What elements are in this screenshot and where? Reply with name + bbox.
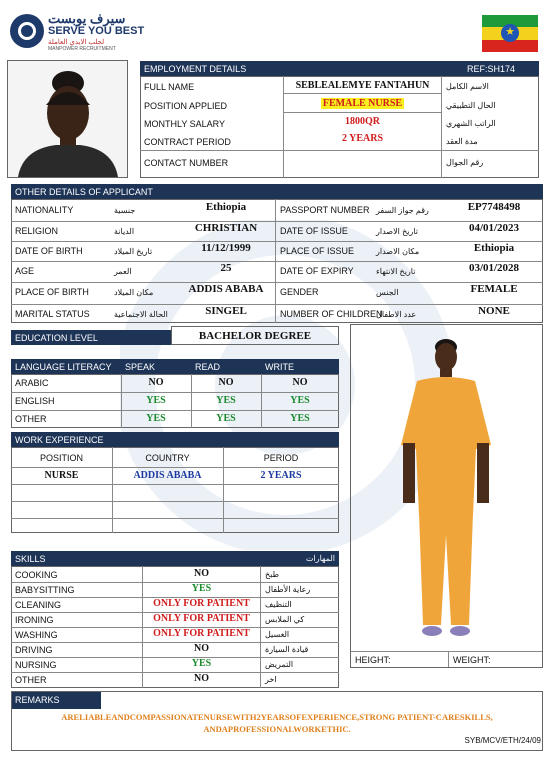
skill-name: COOKING (15, 569, 58, 580)
skill-value: NO (194, 673, 209, 684)
work-position: NURSE (44, 470, 79, 481)
skills-header-label: SKILLS (15, 553, 46, 564)
row-divider (11, 484, 339, 485)
contact-label: CONTACT NUMBER (144, 157, 229, 168)
other-right-ar: تاريخ الاصدار (376, 226, 419, 236)
row-divider (276, 282, 543, 283)
agency-tagline-en: MANPOWER RECRUITMENT (48, 46, 116, 52)
language-read-value: YES (216, 412, 236, 424)
contract-ar: مدة العقد (446, 137, 478, 146)
other-right-ar: الجنس (376, 287, 399, 297)
other-left-label: AGE (15, 266, 35, 276)
other-left-ar: مكان الميلاد (114, 287, 154, 297)
skill-name: BABYSITTING (15, 584, 75, 595)
full-name-label: FULL NAME (144, 81, 195, 92)
other-right-value: NONE (478, 305, 510, 317)
other-right-label: PLACE OF ISSUE (280, 246, 355, 256)
other-right-value: Ethiopia (473, 242, 515, 254)
skill-name-ar: رعاية الأطفال (265, 585, 311, 594)
other-left-value: ADDIS ABABA (188, 283, 264, 295)
salary-ar: الراتب الشهري (446, 119, 496, 128)
other-right-value: FEMALE (470, 283, 518, 295)
other-right-label: DATE OF ISSUE (280, 226, 348, 236)
skill-name: OTHER (15, 674, 47, 685)
language-col-read: READ (195, 361, 221, 372)
other-right-ar: مكان الاصدار (376, 246, 420, 256)
salary-label: MONTHLY SALARY (144, 118, 226, 129)
language-col-write: WRITE (265, 361, 294, 372)
row-divider (276, 221, 543, 222)
other-details-header: OTHER DETAILS OF APPLICANT (11, 184, 543, 199)
other-right-ar: رقم جواز السفر (376, 205, 429, 215)
position-value-wrap (284, 95, 441, 112)
skill-value: ONLY FOR PATIENT (153, 628, 250, 639)
skill-name-ar: قيادة السيارة (265, 645, 309, 654)
language-col-lang: LANGUAGE LITERACY (15, 361, 112, 372)
work-header: WORK EXPERIENCE (11, 432, 339, 447)
language-name: ARABIC (15, 378, 49, 388)
row-divider (11, 304, 275, 305)
skill-name-ar: طبخ (265, 570, 279, 579)
education-label: EDUCATION LEVEL (11, 330, 171, 345)
skill-name: CLEANING (15, 599, 62, 610)
row-divider (11, 518, 339, 519)
other-right-value: EP7748498 (467, 201, 521, 213)
row-divider (11, 261, 275, 262)
other-right-value: 03/01/2028 (468, 262, 520, 274)
other-left-label: MARITAL STATUS (15, 309, 90, 319)
skill-name-ar: التنظيف (265, 600, 292, 609)
language-name: OTHER (15, 414, 47, 424)
other-left-value: 25 (220, 262, 232, 274)
agency-name-ar: سيرف يوبست (48, 11, 126, 26)
applicant-full-photo (351, 325, 542, 650)
language-col-speak: SPEAK (125, 361, 156, 372)
language-speak-value: YES (146, 394, 166, 406)
work-country: ADDIS ABABA (133, 470, 202, 481)
language-speak-value: YES (146, 412, 166, 424)
other-left-label: DATE OF BIRTH (15, 246, 83, 256)
contact-ar: رقم الجوال (446, 158, 484, 167)
full-name-ar: الاسم الكامل (446, 82, 489, 91)
other-left-value: 11/12/1999 (201, 242, 251, 254)
skills-header-ar: المهارات (305, 554, 335, 563)
work-column-header: PERIOD (263, 453, 299, 463)
other-right-ar: تاريخ الانتهاء (376, 266, 416, 276)
skill-name-ar: التمريض (265, 660, 294, 669)
other-right-label: DATE OF EXPIRY (280, 266, 354, 276)
full-name-value: SEBLEALEMYE FANTAHUN (295, 80, 430, 91)
salary-value: 1800QR (345, 116, 380, 127)
skill-name-ar: اخر (265, 675, 277, 684)
skill-value: YES (191, 658, 212, 669)
remarks-line-1: ARELIABLEANDCOMPASSIONATENURSEWITH2YEARSOFEXPERIENCE,STRONG PATIENT-CARESKILLS, (61, 712, 493, 722)
skill-value: ONLY FOR PATIENT (153, 613, 250, 624)
other-left-ar: العمر (114, 266, 132, 276)
contract-value: 2 YEARS (341, 133, 384, 144)
employment-header-label: EMPLOYMENT DETAILS (144, 63, 247, 74)
other-left-label: PLACE OF BIRTH (15, 287, 89, 297)
work-period: 2 YEARS (260, 470, 302, 481)
skill-name: WASHING (15, 629, 58, 640)
skill-name-ar: الغسيل (265, 630, 290, 639)
agency-name-en: SERVE YOU BEST (48, 25, 145, 37)
skill-name: IRONING (15, 614, 54, 625)
other-left-value: CHRISTIAN (194, 222, 258, 234)
row-divider (276, 304, 543, 305)
row-divider (11, 241, 275, 242)
other-left-value: SINGEL (205, 305, 247, 317)
skill-value: YES (191, 583, 212, 594)
other-left-ar: تاريخ الميلاد (114, 246, 153, 256)
skill-name: DRIVING (15, 644, 53, 655)
row-divider (276, 241, 543, 242)
other-right-ar: عدد الاطفال (376, 309, 417, 319)
row-divider (276, 261, 543, 262)
weight-label: WEIGHT: (453, 654, 491, 665)
skill-value: NO (194, 568, 209, 579)
language-read-value: YES (216, 394, 236, 406)
contract-label: CONTRACT PERIOD (144, 136, 231, 147)
other-left-label: RELIGION (15, 226, 59, 236)
skill-value: NO (194, 643, 209, 654)
other-right-value: 04/01/2023 (468, 222, 520, 234)
position-value: FEMALE NURSE (322, 98, 403, 109)
employment-header (140, 61, 539, 76)
skill-name: NURSING (15, 659, 57, 670)
contact-value (284, 154, 441, 171)
skill-value: ONLY FOR PATIENT (153, 598, 250, 609)
row-divider (11, 221, 275, 222)
other-left-ar: جنسية (114, 205, 136, 215)
other-left-value: Ethiopia (205, 201, 247, 213)
language-name: ENGLISH (15, 396, 55, 406)
work-column-header: POSITION (39, 453, 83, 463)
skill-name-ar: كي الملابس (265, 615, 305, 624)
row-divider (11, 501, 339, 502)
applicant-portrait (7, 60, 128, 178)
other-left-label: NATIONALITY (15, 205, 74, 215)
language-read-value: NO (218, 376, 234, 388)
agency-tagline-ar: لجلب الايدي العاملة (48, 39, 105, 46)
other-right-label: GENDER (280, 287, 319, 297)
position-label: POSITION APPLIED (144, 100, 228, 111)
other-left-ar: الديانة (114, 226, 135, 236)
language-write-value: YES (290, 412, 310, 424)
education-value: BACHELOR DEGREE (198, 329, 312, 342)
ethiopia-flag-icon: ★ (482, 15, 538, 52)
other-left-ar: الحالة الاجتماعية (114, 309, 168, 319)
skills-header (11, 551, 339, 566)
language-write-value: YES (290, 394, 310, 406)
work-column-header: COUNTRY (145, 453, 190, 463)
footer-code: SYB/MCV/ETH/24/09 (464, 736, 541, 745)
remarks-header: REMARKS (11, 691, 101, 709)
position-ar: الحال التطبيقي (446, 101, 496, 110)
height-label: HEIGHT: (355, 654, 391, 665)
other-right-label: NUMBER OF CHILDREN (280, 309, 383, 319)
language-speak-value: NO (148, 376, 164, 388)
other-right-label: PASSPORT NUMBER (280, 205, 370, 215)
agency-logo-icon (10, 14, 44, 48)
row-divider (11, 282, 275, 283)
language-write-value: NO (292, 376, 308, 388)
ref-number: REF:SH174 (466, 63, 515, 74)
remarks-line-2: ANDAPROFESSIONALWORKETHIC. (203, 724, 351, 734)
